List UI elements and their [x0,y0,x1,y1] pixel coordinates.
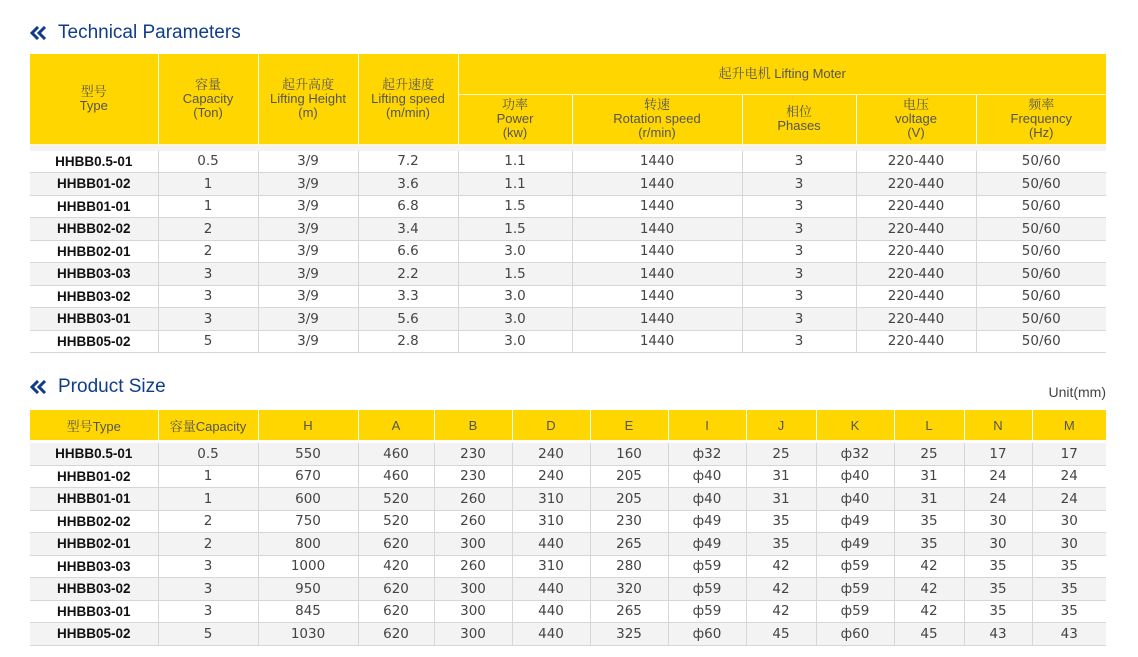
table-cell: ф32 [668,443,746,465]
table-cell: 31 [894,465,964,488]
table-cell: 3/9 [258,308,358,331]
table-cell: 25 [746,443,816,465]
table-cell: 240 [512,443,590,465]
table-cell: 3 [158,263,258,286]
table-row [30,555,1106,578]
model-cell: HHBB01-01 [30,195,158,218]
product-size-title [30,376,166,398]
technical-parameters-table [30,54,1106,353]
size-header-cell: 型号Type [30,410,158,440]
table-cell: 260 [434,510,512,533]
table-cell: 35 [894,533,964,556]
table-cell: 5.6 [358,308,458,331]
table-cell: 1.5 [458,263,572,286]
table-cell: 3 [742,151,856,173]
table-cell: 260 [434,488,512,511]
table-cell: 5 [158,330,258,353]
model-cell: HHBB02-02 [30,218,158,241]
table-cell: 240 [512,465,590,488]
model-cell: HHBB03-03 [30,555,158,578]
technical-parameters-title [30,22,241,44]
table-cell: 230 [434,443,512,465]
table-cell: 42 [746,600,816,623]
model-cell: HHBB03-02 [30,578,158,601]
table-cell: 440 [512,600,590,623]
table-cell: 1030 [258,623,358,646]
table-cell: 35 [894,510,964,533]
table-row [30,578,1106,601]
table-cell: 3/9 [258,195,358,218]
double-chevron-left-icon [30,26,52,40]
table-cell: 35 [964,600,1032,623]
table-cell: 2.8 [358,330,458,353]
table-cell: ф59 [816,578,894,601]
table-cell: 1.5 [458,218,572,241]
table-cell: 220-440 [856,195,976,218]
table-cell: 1440 [572,308,742,331]
table-cell: 1440 [572,195,742,218]
table-cell: 2.2 [358,263,458,286]
table-cell: 0.5 [158,151,258,173]
table-cell: 1440 [572,240,742,263]
table-cell: 300 [434,623,512,646]
header-phases: 相位 Phases [742,94,856,144]
table-cell: ф49 [668,533,746,556]
table-cell: 220-440 [856,330,976,353]
model-cell: HHBB0.5-01 [30,443,158,465]
table-cell: 460 [358,443,434,465]
size-header-cell: I [668,410,746,440]
table-cell: 1.5 [458,195,572,218]
table-row [30,195,1106,218]
table-cell: 35 [1032,555,1106,578]
table-cell: 35 [746,533,816,556]
table-cell: 160 [590,443,668,465]
table-cell: 1440 [572,151,742,173]
table-cell: 620 [358,600,434,623]
table-cell: 3 [158,308,258,331]
model-cell: HHBB03-02 [30,285,158,308]
table-cell: 220-440 [856,218,976,241]
table-cell: 845 [258,600,358,623]
table-row [30,533,1106,556]
table-cell: 42 [746,578,816,601]
table-row [30,173,1106,196]
table-cell: 1.1 [458,173,572,196]
double-chevron-left-icon [30,380,52,394]
table-cell: 460 [358,465,434,488]
header-power: 功率 Power (kw) [458,94,572,144]
table-cell: 3/9 [258,240,358,263]
table-cell: ф60 [668,623,746,646]
size-header-cell: B [434,410,512,440]
table-cell: 3 [742,218,856,241]
table-cell: 35 [1032,600,1106,623]
table-cell: 550 [258,443,358,465]
table-cell: 3.3 [358,285,458,308]
table-cell: 300 [434,600,512,623]
size-header-cell: L [894,410,964,440]
table-cell: 3.6 [358,173,458,196]
table-cell: 280 [590,555,668,578]
table-cell: 6.8 [358,195,458,218]
table-row [30,151,1106,173]
table-cell: 800 [258,533,358,556]
header-capacity: 容量 Capacity (Ton) [158,54,258,144]
size-header-cell: A [358,410,434,440]
table-cell: 620 [358,623,434,646]
header-lifting-speed: 起升速度 Lifting speed (m/min) [358,54,458,144]
table-cell: 50/60 [976,195,1106,218]
table-cell: 25 [894,443,964,465]
product-size-table [30,410,1106,646]
table-cell: 3.0 [458,240,572,263]
table-cell: 42 [894,578,964,601]
table-cell: 265 [590,533,668,556]
size-header-cell: H [258,410,358,440]
table-cell: 3 [158,555,258,578]
table-cell: 30 [964,533,1032,556]
table-cell: 3/9 [258,330,358,353]
table-cell: ф40 [816,465,894,488]
table-cell: ф49 [668,510,746,533]
table-cell: 50/60 [976,263,1106,286]
table-row [30,488,1106,511]
size-header-cell: J [746,410,816,440]
table-row [30,623,1106,646]
table-cell: 3.0 [458,285,572,308]
table-cell: 310 [512,510,590,533]
table-cell: 1440 [572,330,742,353]
model-cell: HHBB0.5-01 [30,151,158,173]
table-cell: 42 [894,555,964,578]
table-cell: 3 [742,263,856,286]
table-cell: 1440 [572,285,742,308]
table-cell: 17 [964,443,1032,465]
table-cell: 3 [742,330,856,353]
unit-label: Unit(mm) [1048,384,1106,400]
size-header-cell: M [1032,410,1106,440]
size-header-cell: N [964,410,1032,440]
table-cell: 220-440 [856,263,976,286]
table-cell: 440 [512,623,590,646]
model-cell: HHBB01-02 [30,465,158,488]
table-cell: 50/60 [976,285,1106,308]
header-frequency: 频率 Frequency (Hz) [976,94,1106,144]
size-header-cell: D [512,410,590,440]
size-header-cell: K [816,410,894,440]
table-cell: 3 [158,600,258,623]
table-cell: 950 [258,578,358,601]
table-cell: 220-440 [856,173,976,196]
table-row [30,510,1106,533]
table-row [30,465,1106,488]
table-cell: 24 [964,488,1032,511]
table-cell: 750 [258,510,358,533]
table-cell: 3.0 [458,308,572,331]
table-cell: 30 [1032,510,1106,533]
table-row [30,285,1106,308]
table-cell: 220-440 [856,308,976,331]
table-cell: 3/9 [258,285,358,308]
table-cell: 45 [894,623,964,646]
table-cell: 30 [964,510,1032,533]
table-cell: ф59 [668,578,746,601]
model-cell: HHBB02-01 [30,533,158,556]
table-cell: 520 [358,488,434,511]
table-cell: ф59 [668,555,746,578]
table-cell: 1440 [572,218,742,241]
size-header-cell: 容量Capacity [158,410,258,440]
table-cell: ф40 [816,488,894,511]
table-cell: 42 [746,555,816,578]
table-cell: 520 [358,510,434,533]
table-cell: 3/9 [258,218,358,241]
table-cell: 3 [158,285,258,308]
table-cell: 620 [358,533,434,556]
table-cell: 2 [158,510,258,533]
table-cell: 24 [964,465,1032,488]
table-cell: 310 [512,488,590,511]
table-cell: 3/9 [258,263,358,286]
technical-parameters-title-text: Technical Parameters [58,22,241,43]
table-row [30,240,1106,263]
size-header-cell: E [590,410,668,440]
table-cell: 3 [742,240,856,263]
table-cell: 220-440 [856,240,976,263]
table-cell: 5 [158,623,258,646]
table-cell: 31 [746,465,816,488]
table-row [30,443,1106,465]
table-cell: 43 [1032,623,1106,646]
table-cell: 1440 [572,173,742,196]
table-cell: 17 [1032,443,1106,465]
table-row [30,330,1106,353]
table-row [30,600,1106,623]
table-cell: ф60 [816,623,894,646]
table-cell: 35 [964,578,1032,601]
table-row [30,263,1106,286]
model-cell: HHBB01-02 [30,173,158,196]
table-cell: 7.2 [358,151,458,173]
table-cell: 440 [512,533,590,556]
table-cell: 2 [158,218,258,241]
table-cell: 310 [512,555,590,578]
model-cell: HHBB01-01 [30,488,158,511]
table-cell: ф59 [668,600,746,623]
table-cell: 600 [258,488,358,511]
table-cell: 205 [590,488,668,511]
table-cell: 300 [434,533,512,556]
table-cell: 50/60 [976,151,1106,173]
model-cell: HHBB05-02 [30,623,158,646]
table-cell: 35 [964,555,1032,578]
table-cell: ф59 [816,555,894,578]
table-cell: 420 [358,555,434,578]
table-cell: 3 [742,285,856,308]
table-cell: 50/60 [976,218,1106,241]
table-cell: 35 [1032,578,1106,601]
table-cell: 50/60 [976,240,1106,263]
model-cell: HHBB05-02 [30,330,158,353]
table-cell: 42 [894,600,964,623]
table-cell: 3/9 [258,151,358,173]
table-cell: 230 [590,510,668,533]
table-cell: 1.1 [458,151,572,173]
model-cell: HHBB03-01 [30,600,158,623]
table-cell: 1000 [258,555,358,578]
table-cell: 45 [746,623,816,646]
model-cell: HHBB03-01 [30,308,158,331]
table-cell: 3 [742,308,856,331]
table-cell: ф40 [668,465,746,488]
table-cell: 30 [1032,533,1106,556]
table-cell: 6.6 [358,240,458,263]
table-cell: 3/9 [258,173,358,196]
table-cell: ф59 [816,600,894,623]
table-cell: 3.4 [358,218,458,241]
table-cell: 260 [434,555,512,578]
table-cell: 230 [434,465,512,488]
header-rotation-speed: 转速 Rotation speed (r/min) [572,94,742,144]
table-cell: 3 [742,195,856,218]
table-cell: 265 [590,600,668,623]
model-cell: HHBB03-03 [30,263,158,286]
table-cell: 220-440 [856,151,976,173]
header-voltage: 电压 voltage (V) [856,94,976,144]
product-size-title-text: Product Size [58,376,166,397]
table-cell: 300 [434,578,512,601]
table-cell: 620 [358,578,434,601]
table-cell: 50/60 [976,330,1106,353]
table-cell: 35 [746,510,816,533]
table-cell: 50/60 [976,173,1106,196]
table-cell: ф40 [668,488,746,511]
table-cell: 2 [158,533,258,556]
table-cell: 1 [158,173,258,196]
table-cell: 220-440 [856,285,976,308]
table-cell: 24 [1032,488,1106,511]
table-cell: 43 [964,623,1032,646]
header-lifting-height: 起升高度 Lifting Height (m) [258,54,358,144]
table-row [30,308,1106,331]
table-cell: ф49 [816,510,894,533]
table-cell: 31 [746,488,816,511]
table-cell: 3 [158,578,258,601]
table-cell: 440 [512,578,590,601]
table-row [30,218,1106,241]
table-cell: 2 [158,240,258,263]
table-cell: ф49 [816,533,894,556]
model-cell: HHBB02-01 [30,240,158,263]
table-cell: ф32 [816,443,894,465]
table-cell: 50/60 [976,308,1106,331]
table-cell: 320 [590,578,668,601]
table-cell: 24 [1032,465,1106,488]
table-cell: 0.5 [158,443,258,465]
model-cell: HHBB02-02 [30,510,158,533]
table-cell: 3 [742,173,856,196]
table-cell: 1 [158,488,258,511]
table-cell: 1 [158,195,258,218]
table-cell: 670 [258,465,358,488]
table-cell: 31 [894,488,964,511]
table-cell: 1 [158,465,258,488]
table-cell: 325 [590,623,668,646]
table-cell: 3.0 [458,330,572,353]
header-type: 型号 Type [30,54,158,144]
table-cell: 205 [590,465,668,488]
header-lifting-motor-group: 起升电机 Lifting Moter [458,54,1106,94]
table-cell: 1440 [572,263,742,286]
